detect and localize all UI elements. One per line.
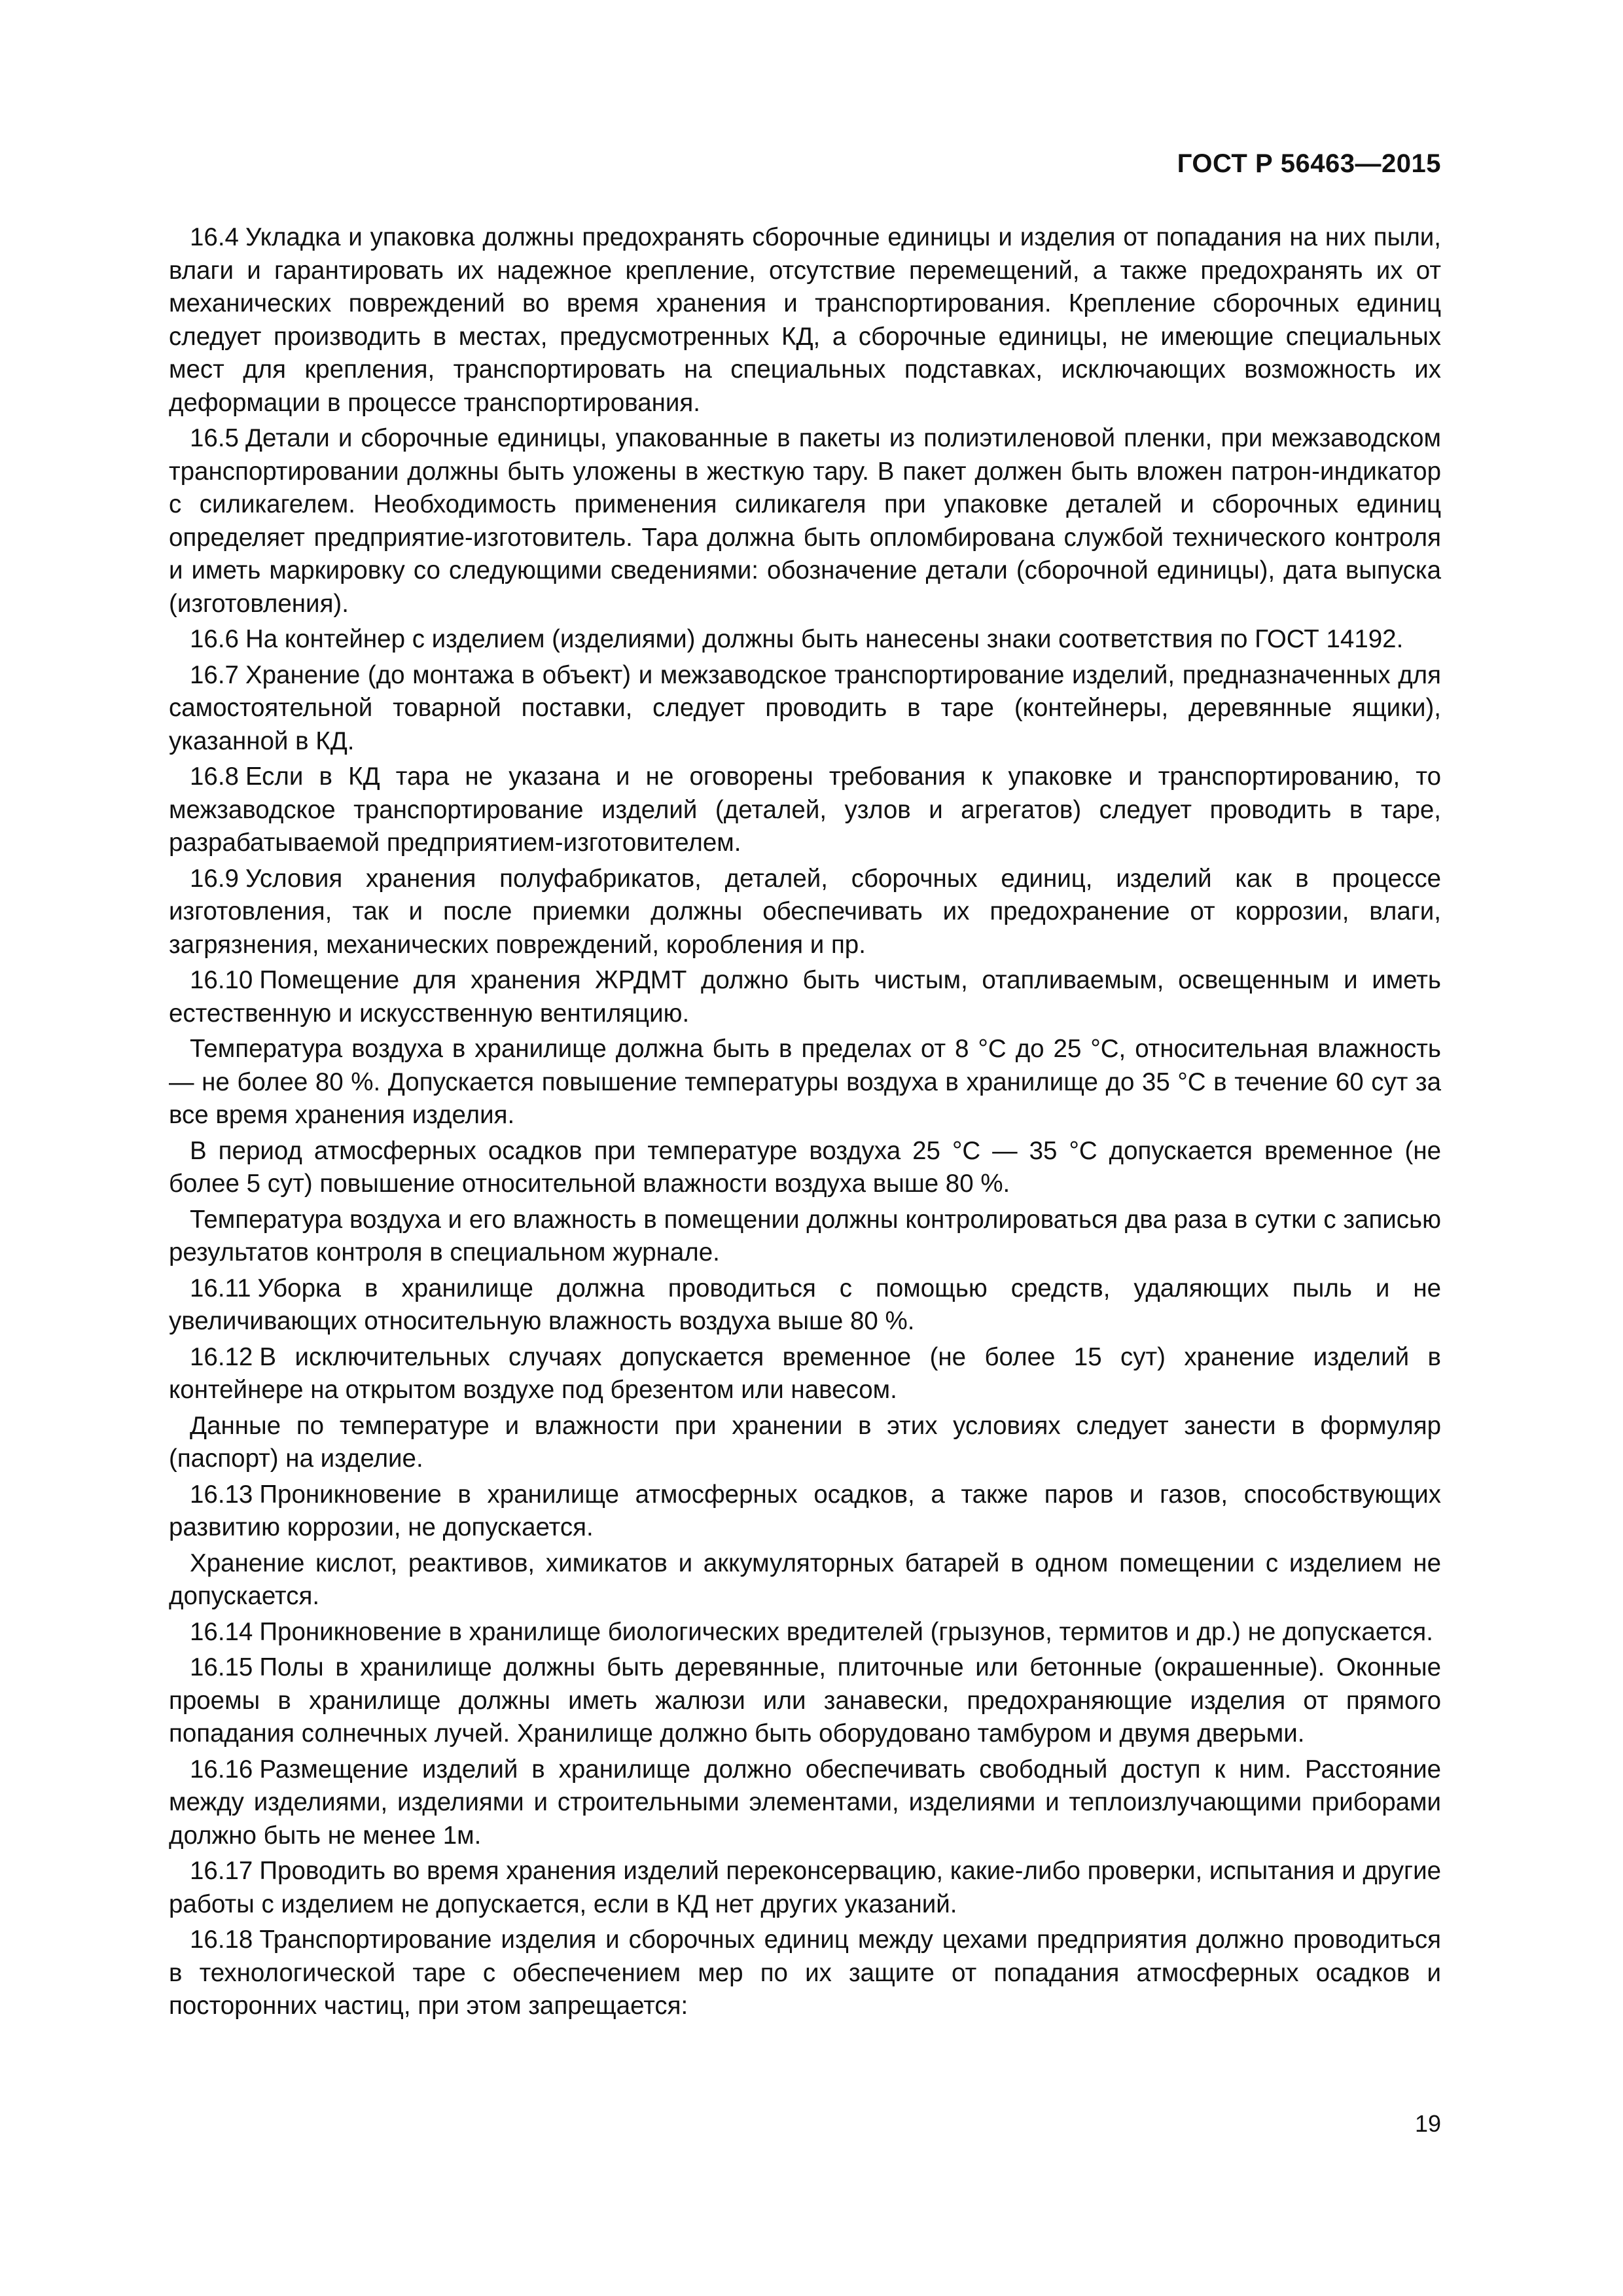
paragraph-16-8 xyxy=(169,761,1441,860)
paragraph-16-14 xyxy=(169,1616,1441,1649)
paragraph-16-13 xyxy=(169,1479,1441,1545)
clause-number: 16.11 xyxy=(190,1274,251,1302)
paragraph-text: Проникновение в хранилище атмосферных осадков, а также паров и газов, способствующих развитию коррозии, не допускается. xyxy=(169,1480,1441,1541)
paragraph-text: В исключительных случаях допускается временное (не более 15 сут) хранение изделий в контейнере на открытом воздухе под брезентом или навесом. xyxy=(169,1342,1441,1404)
paragraph-16-16 xyxy=(169,1753,1441,1853)
document-body xyxy=(169,221,1441,2026)
clause-number: 16.6 xyxy=(190,625,239,653)
paragraph-text: Хранение (до монтажа в объект) и межзаводское транспортирование изделий, предназначенных для самостоятельной товарной поставки, следует проводить в таре (контейнеры, деревянные ящики), указанной в КД. xyxy=(169,660,1441,755)
document-designation: ГОСТ Р 56463—2015 xyxy=(1177,149,1441,178)
paragraph-text: Температура воздуха в хранилище должна быть в пределах от 8 °С до 25 °С, относительная влажность — не более 80 %. Допускается повышение температуры воздуха в хранилище до 35 °С в течение 60 сут за все время хранения изделия. xyxy=(169,1035,1441,1129)
paragraph-text: На контейнер с изделием (изделиями) должны быть нанесены знаки соответствия по ГОСТ 14192. xyxy=(245,625,1404,653)
clause-number: 16.12 xyxy=(190,1342,253,1371)
paragraph-16-10-precipitation xyxy=(169,1135,1441,1201)
paragraph-16-15 xyxy=(169,1651,1441,1751)
paragraph-text: Транспортирование изделия и сборочных единиц между цехами предприятия должно проводиться в технологической таре с обеспечением мер по их защите от попадания атмосферных осадков и посторонних частиц, при этом запрещается: xyxy=(169,1926,1441,2020)
paragraph-16-10-temperature xyxy=(169,1033,1441,1132)
paragraph-16-9 xyxy=(169,863,1441,962)
clause-number: 16.4 xyxy=(190,223,239,251)
clause-number: 16.17 xyxy=(190,1857,253,1885)
paragraph-text: Полы в хранилище должны быть деревянные, плиточные или бетонные (окрашенные). Оконные проемы в хранилище должны иметь жалюзи или занавески, предохраняющие изделия от прямого попадания солнечных лучей. Хранилище должно быть оборудовано тамбуром и двумя дверьми. xyxy=(169,1653,1441,1748)
paragraph-16-5 xyxy=(169,422,1441,620)
paragraph-text: Если в КД тара не указана и не оговорены требования к упаковке и транспортированию, то межзаводское транспортирование изделий (деталей, узлов и агрегатов) следует проводить в таре, разрабатываемой предприятием-изготовителем. xyxy=(169,762,1441,857)
paragraph-16-7 xyxy=(169,659,1441,759)
clause-number: 16.10 xyxy=(190,966,253,994)
paragraph-16-12 xyxy=(169,1341,1441,1407)
clause-number: 16.18 xyxy=(190,1926,253,1954)
paragraph-text: Детали и сборочные единицы, упакованные в пакеты из полиэтиленовой пленки, при межзаводском транспортировании должны быть уложены в жесткую тару. В пакет должен быть вложен патрон-индикатор с силикагелем. Необходимость применения силикагеля при упаковке деталей и сборочных единиц определяет предприятие-изготовитель. Тара должна быть опломбирована службой технического контроля и иметь маркировку со следующими сведениями: обозначение детали (сборочной единицы), дата выпуска (изготовления). xyxy=(169,424,1441,618)
paragraph-16-10-monitoring xyxy=(169,1204,1441,1270)
paragraph-16-10 xyxy=(169,964,1441,1030)
page-number: 19 xyxy=(1414,2110,1441,2137)
paragraph-16-12-record xyxy=(169,1410,1441,1476)
clause-number: 16.5 xyxy=(190,424,239,452)
paragraph-text: Хранение кислот, реактивов, химикатов и аккумуляторных батарей в одном помещении с изделием не допускается. xyxy=(169,1549,1441,1610)
paragraph-text: Укладка и упаковка должны предохранять сборочные единицы и изделия от попадания на них пыли, влаги и гарантировать их надежное крепление, отсутствие перемещений, а также предохранять их от механических повреждений во время хранения и транспортирования. Крепление сборочных единиц следует производить в местах, предусмотренных КД, а сборочные единицы, не имеющие специальных мест для крепления, транспортировать на специальных подставках, исключающих возможность их деформации в процессе транспортирования. xyxy=(169,223,1441,417)
paragraph-16-6 xyxy=(169,623,1441,656)
paragraph-text: Температура воздуха и его влажность в помещении должны контролироваться два раза в сутки с записью результатов контроля в специальном журнале. xyxy=(169,1205,1441,1266)
clause-number: 16.15 xyxy=(190,1653,253,1681)
paragraph-text: Помещение для хранения ЖРДМТ должно быть чистым, отапливаемым, освещенным и иметь естественную и искусственную вентиляцию. xyxy=(169,966,1441,1028)
paragraph-text: Размещение изделий в хранилище должно обеспечивать свободный доступ к ним. Расстояние между изделиями, изделиями и строительными элементами, изделиями и теплоизлучающими приборами должно быть не менее 1м. xyxy=(169,1755,1441,1850)
paragraph-16-4 xyxy=(169,221,1441,420)
paragraph-text: Уборка в хранилище должна проводиться с помощью средств, удаляющих пыль и не увеличивающих относительную влажность воздуха выше 80 %. xyxy=(169,1274,1441,1335)
paragraph-16-13-chemicals xyxy=(169,1547,1441,1613)
clause-number: 16.9 xyxy=(190,864,239,893)
clause-number: 16.7 xyxy=(190,660,239,689)
paragraph-text: Условия хранения полуфабрикатов, деталей, сборочных единиц, изделий как в процессе изготовления, так и после приемки должны обеспечивать их предохранение от коррозии, влаги, загрязнения, механических повреждений, коробления и пр. xyxy=(169,864,1441,959)
clause-number: 16.13 xyxy=(190,1480,253,1509)
paragraph-16-18 xyxy=(169,1924,1441,2023)
paragraph-text: Данные по температуре и влажности при хранении в этих условиях следует занести в формуляр (паспорт) на изделие. xyxy=(169,1411,1441,1473)
paragraph-16-11 xyxy=(169,1272,1441,1338)
paragraph-text: Проводить во время хранения изделий переконсервацию, какие-либо проверки, испытания и другие работы с изделием не допускается, если в КД нет других указаний. xyxy=(169,1857,1441,1918)
clause-number: 16.8 xyxy=(190,762,239,791)
paragraph-16-17 xyxy=(169,1855,1441,1921)
clause-number: 16.14 xyxy=(190,1617,253,1646)
paragraph-text: В период атмосферных осадков при температуре воздуха 25 °С — 35 °С допускается временное (не более 5 сут) повышение относительной влажности воздуха выше 80 %. xyxy=(169,1136,1441,1198)
paragraph-text: Проникновение в хранилище биологических вредителей (грызунов, термитов и др.) не допускается. xyxy=(259,1617,1433,1646)
clause-number: 16.16 xyxy=(190,1755,253,1784)
